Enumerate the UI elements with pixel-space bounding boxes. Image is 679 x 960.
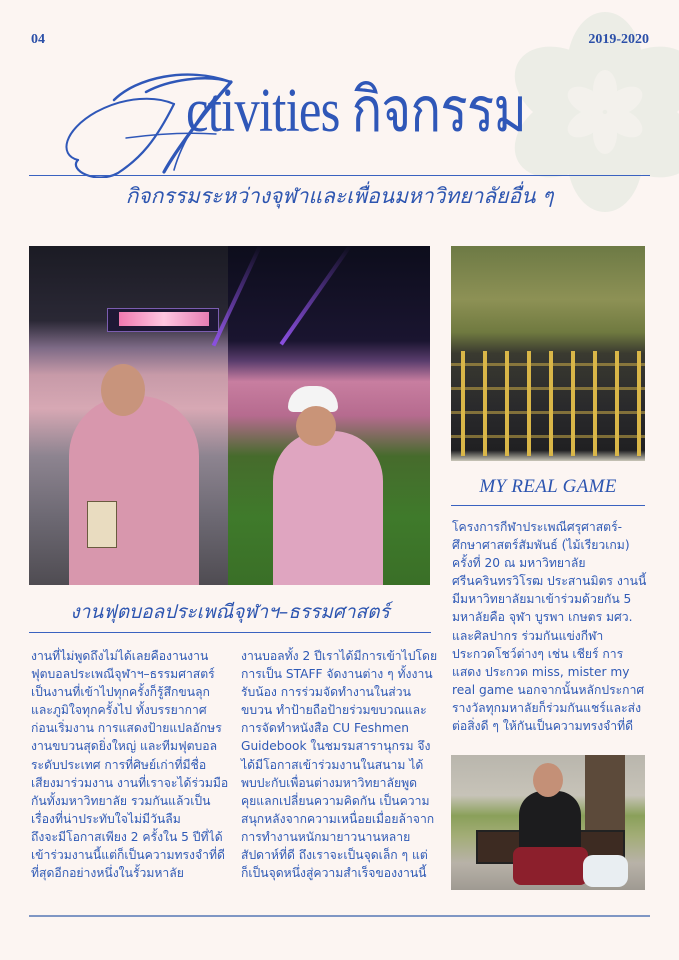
text-line: ศึกษาศาสตร์สัมพันธ์ (ไม้เรียวเกม) bbox=[452, 538, 630, 553]
page-number: 04 bbox=[31, 32, 45, 47]
text-line: สัปดาห์ที่ดี ถึงเราจะเป็นจุดเล็ก ๆ แต่ bbox=[241, 848, 428, 863]
title-text: ctivities กิจกรรม bbox=[186, 77, 527, 145]
text-line: กันทั้งมหาวิทยาลัย รวมกันแล้วเป็น bbox=[31, 793, 211, 808]
text-line: โครงการกีฬาประเพณีศรุศาสตร์- bbox=[452, 520, 623, 534]
text-line: และศิลปากร ร่วมกันแข่งกีฬา bbox=[452, 628, 604, 643]
text-line: เรื่องที่น่าประทับใจไม่มีวันลืม bbox=[31, 811, 181, 826]
text-line: งานที่ไม่พูดถึงไม่ได้เลยคืองานงาน bbox=[31, 649, 209, 663]
text-line: ประกวดโชว์ต่างๆ เช่น เชียร์ การ bbox=[452, 646, 624, 661]
text-line: ต่อสิ่งดี ๆ ให้กันเป็นความทรงจำที่ดี bbox=[452, 719, 634, 734]
text-line: รางวัลทุกมหาลัยก็ร่วมกันแชร์และส่ง bbox=[452, 700, 642, 715]
text-line: ก่อนเริ่มงาน การแสดงป้ายแปลอักษร bbox=[31, 721, 222, 736]
text-line: การเป็น STAFF จัดงานต่าง ๆ ทั้งงาน bbox=[241, 667, 433, 682]
real-game-heading: MY REAL GAME bbox=[479, 476, 617, 497]
text-line: เข้าร่วมงานนี้แต่ก็เป็นความทรงจำที่ดี bbox=[31, 848, 225, 863]
football-rule bbox=[29, 632, 431, 633]
text-line: เสียงมาร่วมงาน งานที่เราจะได้ร่วมมือ bbox=[31, 775, 229, 790]
text-line: Guidebook ในชมรมสารานุกรม จึง bbox=[241, 739, 431, 754]
text-line: ที่สุดอีกอย่างหนึ่งในรั้วมหาลัย bbox=[31, 866, 184, 881]
text-line: เป็นงานที่เข้าไปทุกครั้งก็รู้สึกขนลุก bbox=[31, 685, 210, 700]
text-line: มีมหาวิทยาลัยมาเข้าร่วมด้วยกัน 5 bbox=[452, 592, 632, 607]
text-line: ศรีนครินทรวิโรฒ ประสานมิตร งานนี้ bbox=[452, 574, 647, 589]
football-column-2 bbox=[241, 647, 446, 882]
text-line: มหาลัยคือ จุฬา บูรพา เกษตร มศว. bbox=[452, 610, 633, 625]
page-title bbox=[56, 60, 656, 178]
text-line: การทำงานหนักมายาวนานหลาย bbox=[241, 829, 411, 844]
text-line: งานบอลทั้ง 2 ปีเราได้มีการเข้าไปโดย bbox=[241, 649, 438, 663]
footer-rule bbox=[29, 915, 650, 917]
text-line: สนุกหลังจากความเหนื่อยเมื่อยล้าจาก bbox=[241, 811, 435, 826]
text-line: รับน้อง การร่วมจัดทำงานในส่วน bbox=[241, 685, 411, 700]
text-line: real game นอกจากนั้นหลักประกาศ bbox=[452, 682, 645, 697]
year-range: 2019-2020 bbox=[588, 32, 649, 47]
text-line: ระดับประเทศ การที่ศิษย์เก่าที่มีชื่อ bbox=[31, 757, 207, 772]
text-line: และภูมิใจทุกครั้งไป ทั้งบรรยากาศ bbox=[31, 703, 207, 718]
top-right-photo bbox=[451, 246, 645, 461]
text-line: ครั้งที่ 20 ณ มหาวิทยาลัย bbox=[452, 556, 586, 571]
football-column-1 bbox=[31, 647, 236, 882]
text-line: พบปะกับเพื่อนต่างมหาวิทยาลัยพูด bbox=[241, 775, 418, 790]
text-line: ถึงจะมีโอกาสเพียง 2 ครั้งใน 5 ปีที่ได้ bbox=[31, 829, 223, 844]
main-photo bbox=[29, 246, 430, 585]
text-line: การจัดทำหนังสือ CU Feshmen bbox=[241, 721, 409, 736]
text-line: งานขบวนสุดยิ่งใหญ่ และทีมฟุตบอล bbox=[31, 739, 218, 754]
text-line: ได้มีโอกาสเข้าร่วมงานในสนาม ได้ bbox=[241, 757, 424, 772]
header-rule bbox=[29, 175, 650, 176]
text-line: ฟุตบอลประเพณีจุฬาฯ–ธรรมศาสตร์ bbox=[31, 667, 215, 682]
real-game-text bbox=[452, 518, 657, 735]
text-line: ขบวน ทำป้ายถือป้ายร่วมขบวณและ bbox=[241, 703, 427, 718]
football-heading: งานฟุตบอลประเพณีจุฬาฯ–ธรรมศาสตร์ bbox=[70, 601, 390, 623]
text-line: แสดง ประกวด miss, mister my bbox=[452, 664, 630, 679]
photo-right-field bbox=[228, 246, 430, 585]
text-line: ก็เป็นจุดหนึ่งสู่ความสำเร็จของงานนี้ bbox=[241, 866, 427, 881]
real-game-rule bbox=[451, 505, 645, 506]
text-line: คุยแลกเปลี่ยนความคิดกัน เป็นความ bbox=[241, 793, 430, 808]
page-subtitle: กิจกรรมระหว่างจุฬาและเพื่อนมหาวิทยาลัยอื่น ๆ bbox=[125, 184, 554, 208]
photo-left-stadium bbox=[29, 246, 228, 585]
bottom-right-photo bbox=[451, 755, 645, 890]
